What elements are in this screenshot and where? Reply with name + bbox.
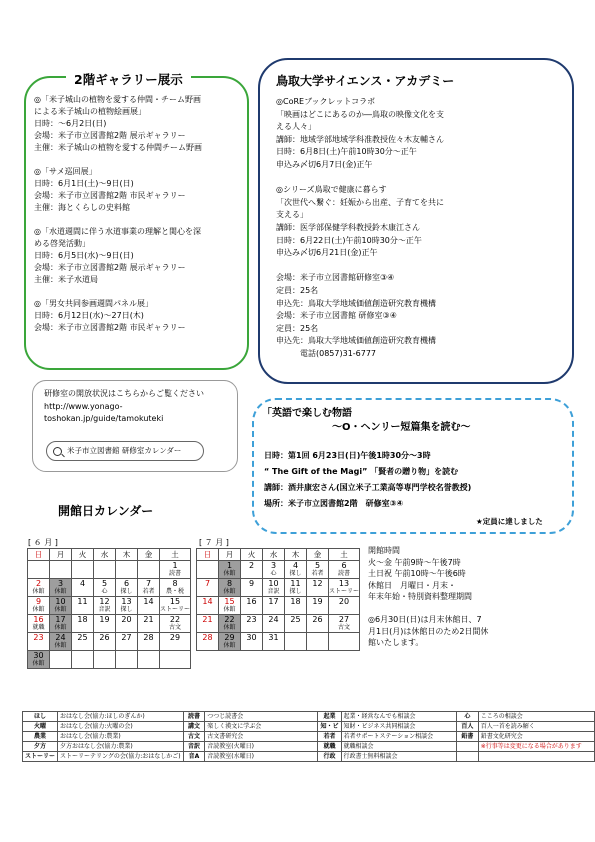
calendar-day [307, 561, 329, 579]
calendar-day [50, 597, 72, 615]
legend-value: 知財・ビジネス共同相談会 [341, 722, 457, 732]
day-number: 12 [99, 597, 110, 606]
weekday-header: 火 [72, 549, 94, 561]
day-number: 25 [77, 633, 88, 642]
legend-value: 音読教室(水曜日) [205, 752, 318, 762]
calendar-day [329, 579, 360, 597]
day-number: 12 [312, 579, 323, 588]
calendar-day [72, 651, 94, 669]
calendar-day [138, 579, 160, 597]
room-url-line2[interactable]: toshokan.jp/guide/tamokuteki [44, 414, 164, 423]
day-number: 21 [202, 615, 213, 624]
weekday-header: 水 [263, 549, 285, 561]
calendar-day [197, 561, 219, 579]
science-line: 「映画はどこにあるのか―鳥取の映像文化を支 [276, 109, 444, 119]
calendar-day [160, 615, 191, 633]
day-number: 5 [314, 561, 321, 570]
day-number: 15 [224, 597, 235, 606]
day-number: 11 [290, 579, 301, 588]
gallery-line: ◎「米子城山の植物を愛する仲間・チーム野画 [34, 95, 201, 104]
calendar-day [94, 579, 116, 597]
legend-key: 音訳 [183, 742, 205, 752]
gallery-line: 会場：米子市立図書館2階 展示ギャラリー [34, 131, 186, 140]
day-number: 15 [169, 597, 181, 606]
calendar-day [138, 615, 160, 633]
calendar-day [50, 579, 72, 597]
english-line-3: 講師：酒井康宏さん(国立米子工業高等専門学校名誉教授) [264, 483, 472, 492]
hours-line: 年末年始・特別資料整理期間 [368, 592, 472, 601]
day-number: 13 [121, 597, 132, 606]
gallery-lines [34, 94, 202, 334]
day-number: 16 [33, 615, 44, 624]
june-label: [ ６ 月 ] [28, 538, 58, 547]
day-number: 22 [224, 615, 235, 624]
calendar-day [219, 561, 241, 579]
calendar-day [285, 597, 307, 615]
science-line: 日時：6月8日(土)午前10時30分～正午 [276, 147, 417, 157]
weekday-header: 土 [160, 549, 191, 561]
day-event: 休館 [223, 570, 236, 577]
legend-key: 音A [183, 752, 205, 762]
legend-value: こころの相談会 [478, 712, 594, 722]
calendar-day [197, 633, 219, 651]
legend-key: 古文 [183, 732, 205, 742]
calendar-day [116, 579, 138, 597]
calendar-day [50, 615, 72, 633]
calendar-day [263, 597, 285, 615]
day-number: 20 [121, 615, 132, 624]
hours-line: 土日祝 午前10時～午後6時 [368, 569, 466, 578]
calendar-day [94, 651, 116, 669]
legend-value: 音読教室(火曜日) [205, 742, 318, 752]
day-event: 心 [101, 588, 108, 595]
hours-line: ◎6月30日(日)は月末休館日、7 [368, 615, 482, 624]
legend-value: 楽しく漢文に学ぶ会 [205, 722, 318, 732]
weekday-header: 月 [50, 549, 72, 561]
legend-value: 起業・経営なんでも相談会 [341, 712, 457, 722]
legend-key: 就職 [318, 742, 341, 752]
room-url-line1[interactable]: http://www.yonago- [44, 402, 123, 411]
weekday-header: 木 [116, 549, 138, 561]
day-event: 探し [289, 588, 302, 595]
day-event: 休館 [32, 606, 45, 613]
day-number: 11 [77, 597, 88, 606]
day-number: 30 [246, 633, 257, 642]
english-note: ★定員に達しました [476, 517, 543, 526]
weekday-header: 日 [197, 549, 219, 561]
legend-key: 心 [457, 712, 479, 722]
gallery-line: 主催：米子城山の植物を愛する仲間チーム野画 [34, 143, 202, 152]
day-number: 7 [204, 579, 211, 588]
day-event: ストーリー [160, 606, 191, 613]
calendar-day [116, 597, 138, 615]
legend-value: ストーリーテリングの会(協力:おはなしかご) [58, 752, 184, 762]
calendar-day [138, 561, 160, 579]
room-calendar-search-button[interactable] [46, 441, 204, 461]
calendar-day [50, 561, 72, 579]
day-event: 探し [289, 570, 302, 577]
gallery-line: 日時：～6月2日(日) [34, 119, 107, 128]
legend-key: ほし [23, 712, 58, 722]
june-calendar [27, 548, 191, 669]
day-number: 26 [99, 633, 110, 642]
gallery-line [34, 214, 202, 226]
calendar-day [94, 597, 116, 615]
calendar-day [28, 597, 50, 615]
calendar-day [241, 633, 263, 651]
day-number: 16 [246, 597, 257, 606]
legend-value: おはなし会(協力:農業) [58, 732, 184, 742]
day-number: 29 [224, 633, 235, 642]
july-calendar [196, 548, 360, 651]
day-number: 1 [226, 561, 233, 570]
legend-value: 百人一首を読み解く [478, 722, 594, 732]
science-line [276, 260, 444, 273]
day-event: 読書 [169, 570, 182, 577]
day-number: 5 [101, 579, 108, 588]
day-number: 14 [143, 597, 154, 606]
day-number: 21 [143, 615, 154, 624]
day-number: 4 [79, 579, 86, 588]
day-event: 探し [120, 588, 133, 595]
hours-line: 月1日(月)は休館日のため2日間休 [368, 626, 489, 636]
room-info-text: 研修室の開放状況はこちらからご覧ください [44, 389, 204, 398]
science-title: 鳥取大学サイエンス・アカデミー [276, 74, 455, 88]
calendar-day [219, 615, 241, 633]
legend-key: 農業 [23, 732, 58, 742]
day-number: 8 [172, 579, 178, 588]
day-event: ストーリー [329, 588, 360, 595]
event-legend [22, 711, 595, 762]
day-event: 就職 [32, 624, 45, 631]
day-number: 9 [248, 579, 255, 588]
day-number: 4 [292, 561, 299, 570]
day-number: 19 [99, 615, 110, 624]
day-event: 休館 [54, 606, 67, 613]
science-line: 申込先：鳥取大学地域価値創造研究教育機構 [276, 298, 436, 308]
calendar-day [94, 633, 116, 651]
weekday-header: 金 [138, 549, 160, 561]
gallery-line: める啓発活動」 [34, 239, 90, 248]
science-line: 電話(0857)31-6777 [276, 348, 377, 358]
calendar-day [28, 633, 50, 651]
legend-key: 知・ビ [318, 722, 341, 732]
calendar-day [329, 597, 360, 615]
calendar-day [285, 615, 307, 633]
day-number: 18 [77, 615, 88, 624]
legend-value: 古文書研究会 [205, 732, 318, 742]
weekday-header: 土 [329, 549, 360, 561]
day-number: 29 [169, 633, 181, 642]
calendar-day [138, 597, 160, 615]
legend-value: おはなし会(協力:ほしのぎんか) [58, 712, 184, 722]
calendar-day [197, 579, 219, 597]
calendar-day [307, 615, 329, 633]
calendar-day [72, 615, 94, 633]
day-number: 18 [290, 597, 301, 606]
day-event: 若者 [311, 570, 324, 577]
science-line: 定員：25名 [276, 285, 319, 295]
day-number: 23 [246, 615, 257, 624]
day-number: 22 [169, 615, 181, 624]
weekday-header: 木 [285, 549, 307, 561]
calendar-day [241, 561, 263, 579]
science-line: 定員：25名 [276, 323, 319, 333]
search-icon [53, 447, 62, 456]
day-event: 休館 [54, 588, 67, 595]
science-lines [276, 96, 444, 360]
day-number: 10 [268, 579, 279, 588]
day-number: 14 [202, 597, 213, 606]
legend-value: 夕方おはなし会(協力:農業) [58, 742, 184, 752]
science-line: ◎シリーズ鳥取で健康に暮らす [276, 185, 387, 195]
day-event: 休館 [223, 588, 236, 595]
day-event: 農・税 [166, 588, 185, 595]
gallery-line [34, 286, 202, 298]
day-event: 読書 [338, 570, 351, 577]
day-number: 3 [57, 579, 64, 588]
legend-key: 起業 [318, 712, 341, 722]
science-line: 支える」 [276, 210, 308, 220]
day-number: 24 [268, 615, 279, 624]
calendar-day [28, 579, 50, 597]
hours-line: 館いたします。 [368, 638, 424, 647]
day-event: 音訳 [267, 588, 280, 595]
day-number: 31 [268, 633, 279, 642]
legend-value: おはなし会(協力:火曜の会) [58, 722, 184, 732]
day-number: 28 [202, 633, 213, 642]
gallery-line: 主催：海とくらしの史料館 [34, 203, 130, 212]
legend-key: 夕方 [23, 742, 58, 752]
calendar-day [50, 651, 72, 669]
calendar-day [28, 651, 50, 669]
calendar-day [329, 633, 360, 651]
calendar-day [72, 597, 94, 615]
english-line-4: 場所：米子市立図書館2階 研修室③④ [264, 499, 404, 508]
day-event: 若者 [142, 588, 155, 595]
calendar-day [285, 633, 307, 651]
legend-value: 行政書士無料相談会 [341, 752, 457, 762]
calendar-day [263, 561, 285, 579]
science-line: 会場：米子市立図書館研修室③④ [276, 273, 395, 283]
legend-value: 就職相談会 [341, 742, 457, 752]
calendar-day [329, 615, 360, 633]
room-calendar-search-label: 米子市立図書館 研修室カレンダー [67, 446, 182, 455]
opening-hours [368, 545, 488, 649]
day-event: 休館 [223, 624, 236, 631]
gallery-line: による米子城山の植物絵画展」 [34, 107, 146, 116]
calendar-title: 開館日カレンダー [58, 504, 154, 518]
day-event: 休館 [54, 624, 67, 631]
day-number: 13 [338, 579, 350, 588]
day-number: 28 [143, 633, 154, 642]
science-line: 日時：6月22日(土)午前10時30分～正午 [276, 235, 422, 245]
day-event: 音訳 [98, 606, 111, 613]
legend-key: 講文 [183, 722, 205, 732]
calendar-day [116, 633, 138, 651]
gallery-line: ◎「水道週間に伴う水道事業の理解と関心を深 [34, 227, 201, 236]
day-number: 20 [338, 597, 350, 606]
gallery-line: 日時：6月1日(土)～9日(日) [34, 179, 134, 188]
calendar-day [263, 615, 285, 633]
day-number: 24 [55, 633, 66, 642]
legend-key [457, 752, 479, 762]
science-line [276, 172, 444, 185]
calendar-day [307, 633, 329, 651]
day-number: 30 [33, 651, 44, 660]
legend-key: 行政 [318, 752, 341, 762]
english-line-2: “ The Gift of the Magi” 「賢者の贈り物」を読む [264, 467, 459, 476]
calendar-day [28, 561, 50, 579]
calendar-day [219, 633, 241, 651]
gallery-line: 会場：米子市立図書館2階 展示ギャラリー [34, 263, 186, 272]
calendar-day [138, 633, 160, 651]
calendar-day [241, 615, 263, 633]
calendar-day [197, 615, 219, 633]
legend-key: 読書 [183, 712, 205, 722]
legend-value: ※行事等は変更になる場合があります [478, 742, 594, 752]
calendar-day [285, 579, 307, 597]
hours-line [368, 603, 488, 615]
legend-key: ストーリー [23, 752, 58, 762]
science-line: 申込先：鳥取大学地域価値創造研究教育機構 [276, 336, 436, 346]
science-line: 申込み〆切6月21日(金)正午 [276, 248, 378, 258]
day-number: 17 [55, 615, 66, 624]
gallery-line: ◎「男女共同参画週間パネル展」 [34, 299, 153, 308]
calendar-day [263, 633, 285, 651]
science-line: 申込み〆切6月7日(金)正午 [276, 159, 373, 169]
english-line-1: 日時：第1回 6月23日(日)午後1時30分～3時 [264, 451, 431, 460]
calendar-day [138, 651, 160, 669]
day-number: 26 [312, 615, 323, 624]
gallery-line: 会場：米子市立図書館2階 市民ギャラリー [34, 323, 186, 332]
hours-line: 開館時間 [368, 546, 400, 555]
day-event: 休館 [223, 642, 236, 649]
day-event: 休館 [32, 660, 45, 667]
calendar-day [94, 561, 116, 579]
day-number: 3 [270, 561, 277, 570]
weekday-header: 火 [241, 549, 263, 561]
gallery-line: 会場：米子市立図書館2階 市民ギャラリー [34, 191, 186, 200]
day-number: 27 [121, 633, 132, 642]
gallery-line: 日時：6月12日(水)～27日(木) [34, 311, 144, 320]
legend-key: 火曜 [23, 722, 58, 732]
july-label: [ ７ 月 ] [199, 538, 229, 547]
science-line: 講師：医学部保健学科教授鈴木康江さん [276, 222, 420, 232]
legend-key: 百人 [457, 722, 479, 732]
day-number: 9 [35, 597, 42, 606]
day-number: 23 [33, 633, 44, 642]
science-line: ◎CoREブックレットコラボ [276, 97, 376, 106]
day-number: 2 [35, 579, 42, 588]
calendar-day [116, 615, 138, 633]
science-line: 会場：米子市立図書館 研修室③④ [276, 311, 397, 321]
day-number: 6 [123, 579, 130, 588]
calendar-day [197, 597, 219, 615]
day-number: 7 [145, 579, 152, 588]
day-event: 探し [120, 606, 133, 613]
day-number: 27 [338, 615, 350, 624]
calendar-day [160, 561, 191, 579]
legend-value: 鉛書文化研究会 [478, 732, 594, 742]
calendar-day [160, 579, 191, 597]
calendar-day [307, 597, 329, 615]
calendar-day [307, 579, 329, 597]
gallery-line: 日時：6月5日(水)～9日(日) [34, 251, 134, 260]
hours-line: 休館日 月曜日・月末・ [368, 580, 456, 590]
day-event: 休館 [223, 606, 236, 613]
legend-key: 若者 [318, 732, 341, 742]
calendar-day [263, 579, 285, 597]
weekday-header: 金 [307, 549, 329, 561]
science-line: 講師：地域学部地域学科准教授佐々木友輔さん [276, 134, 444, 144]
day-number: 25 [290, 615, 301, 624]
day-event: 休館 [32, 588, 45, 595]
science-line: 「次世代へ繋ぐ：妊娠から出産、子育てを共に [276, 197, 444, 207]
day-number: 10 [55, 597, 66, 606]
english-title-2: ～O・ヘンリー短篇集を読む～ [332, 422, 471, 433]
day-number: 1 [172, 561, 178, 570]
legend-key [457, 742, 479, 752]
calendar-day [94, 615, 116, 633]
legend-value: つつじ読書会 [205, 712, 318, 722]
calendar-day [50, 633, 72, 651]
day-number: 6 [341, 561, 347, 570]
calendar-day [160, 651, 191, 669]
calendar-day [116, 651, 138, 669]
calendar-day [219, 579, 241, 597]
gallery-title: 2階ギャラリー展示 [66, 70, 191, 88]
weekday-header: 水 [94, 549, 116, 561]
day-event: 古文 [169, 624, 182, 631]
calendar-day [160, 633, 191, 651]
day-number: 17 [268, 597, 279, 606]
calendar-day [329, 561, 360, 579]
day-event: 古文 [338, 624, 351, 631]
gallery-line: 主催：米子水道局 [34, 275, 98, 284]
weekday-header: 月 [219, 549, 241, 561]
day-number: 19 [312, 597, 323, 606]
legend-value [478, 752, 594, 762]
calendar-day [160, 597, 191, 615]
calendar-day [241, 579, 263, 597]
legend-key: 鉛書 [457, 732, 479, 742]
calendar-day [72, 579, 94, 597]
calendar-day [72, 561, 94, 579]
legend-value: 若者サポートステーション相談会 [341, 732, 457, 742]
english-title-1: 「英語で楽しむ物語 [262, 408, 352, 419]
calendar-day [116, 561, 138, 579]
calendar-day [72, 633, 94, 651]
weekday-header: 日 [28, 549, 50, 561]
gallery-line [34, 154, 202, 166]
gallery-line: ◎「サメ巡回展」 [34, 167, 97, 176]
day-number: 8 [226, 579, 233, 588]
day-event: 休館 [54, 642, 67, 649]
day-number: 2 [248, 561, 255, 570]
calendar-day [241, 597, 263, 615]
calendar-day [28, 615, 50, 633]
science-line: える人々」 [276, 122, 316, 132]
calendar-day [285, 561, 307, 579]
day-event: 心 [270, 570, 277, 577]
hours-line: 火～金 午前9時～午後7時 [368, 557, 461, 567]
calendar-day [219, 597, 241, 615]
